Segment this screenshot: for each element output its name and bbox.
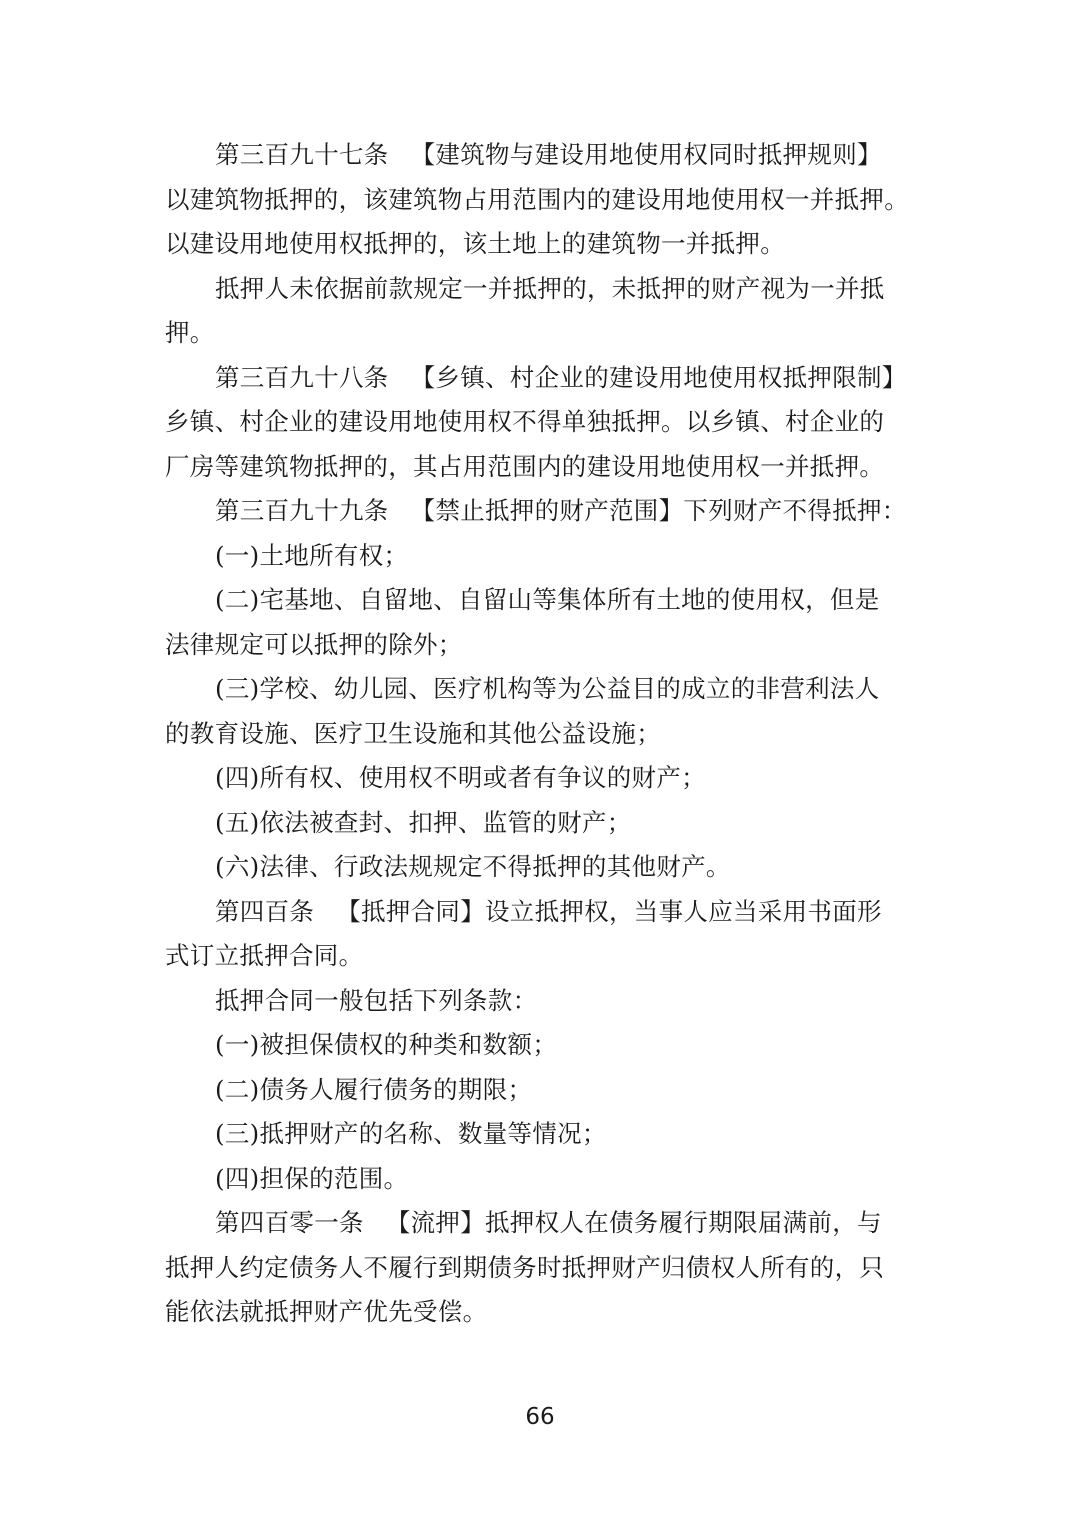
- text-line: [165, 756, 910, 801]
- text-line: [165, 1157, 910, 1202]
- text-line: [165, 1112, 910, 1157]
- text-line: [165, 445, 910, 490]
- line-text: 【乡镇、村企业的建设用地使用权抵押限制】: [410, 362, 907, 392]
- line-text: 抵押人约定债务人不履行到期债务时抵押财产归债权人所有的，只: [165, 1252, 885, 1282]
- text-line: [165, 534, 910, 579]
- line-text: (五)依法被查封、扣押、监管的财产；: [215, 807, 632, 837]
- document-body: [165, 133, 910, 1335]
- line-text: 以建设用地使用权抵押的，该土地上的建筑物一并抵押。: [165, 229, 785, 258]
- line-text: (一)被担保债权的种类和数额；: [215, 1030, 558, 1059]
- text-line: [165, 222, 910, 267]
- text-line: [165, 1290, 910, 1335]
- line-text: 乡镇、村企业的建设用地使用权不得单独抵押。以乡镇、村企业的: [165, 407, 885, 436]
- line-text: 法律规定可以抵押的除外；: [165, 629, 463, 659]
- article-number: 第四百条: [215, 896, 315, 926]
- line-text: 式订立抵押合同。: [165, 941, 364, 970]
- text-line: [165, 845, 910, 890]
- text-line: [165, 311, 910, 356]
- text-line: [165, 979, 910, 1024]
- text-line: [165, 1068, 910, 1113]
- line-text: (二)宅基地、自留地、自留山等集体所有土地的使用权，但是: [215, 585, 880, 614]
- text-line: [165, 890, 910, 935]
- text-line: [165, 712, 910, 757]
- text-line: [165, 489, 910, 534]
- text-line: [165, 178, 910, 223]
- text-line: [165, 356, 910, 401]
- line-text: 能依法就抵押财产优先受偿。: [165, 1297, 488, 1326]
- line-text: 【建筑物与建设用地使用权同时抵押规则】: [410, 140, 882, 169]
- line-text: 厂房等建筑物抵押的，其占用范围内的建设用地使用权一并抵押。: [165, 451, 885, 481]
- page-number: 66: [525, 1404, 555, 1430]
- article-number: 第三百九十七条: [215, 140, 389, 169]
- text-line: [165, 667, 910, 712]
- line-text: (三)学校、幼儿园、医疗机构等为公益目的成立的非营利法人: [215, 674, 880, 703]
- text-line: [165, 400, 910, 445]
- line-text: 【流押】抵押权人在债务履行期限届满前，与: [385, 1208, 882, 1237]
- line-text: (二)债务人履行债务的期限；: [215, 1074, 533, 1104]
- line-text: 抵押人未依据前款规定一并抵押的，未抵押的财产视为一并抵: [215, 273, 885, 303]
- text-line: [165, 1023, 910, 1068]
- text-line: [165, 934, 910, 979]
- line-text: 【禁止抵押的财产范围】下列财产不得抵押：: [410, 496, 907, 525]
- line-text: (一)土地所有权；: [215, 540, 409, 570]
- article-number: 第四百零一条: [215, 1208, 364, 1237]
- text-line: [165, 801, 910, 846]
- line-text: 押。: [165, 318, 215, 347]
- text-line: [165, 133, 910, 178]
- line-text: (三)抵押财产的名称、数量等情况；: [215, 1119, 607, 1148]
- line-text: 的教育设施、医疗卫生设施和其他公益设施；: [165, 718, 661, 748]
- line-text: 【抵押合同】设立抵押权，当事人应当采用书面形: [336, 896, 882, 926]
- article-number: 第三百九十八条: [215, 362, 389, 392]
- line-text: 抵押合同一般包括下列条款：: [215, 985, 538, 1015]
- text-line: [165, 1201, 910, 1246]
- text-line: [165, 1246, 910, 1291]
- line-text: 以建筑物抵押的，该建筑物占用范围内的建设用地使用权一并抵押。: [165, 184, 909, 214]
- article-number: 第三百九十九条: [215, 496, 389, 525]
- line-text: (四)担保的范围。: [215, 1163, 409, 1193]
- text-line: [165, 623, 910, 668]
- text-line: [165, 578, 910, 623]
- line-text: (六)法律、行政法规规定不得抵押的其他财产。: [215, 852, 731, 881]
- line-text: (四)所有权、使用权不明或者有争议的财产；: [215, 763, 706, 792]
- text-line: [165, 267, 910, 312]
